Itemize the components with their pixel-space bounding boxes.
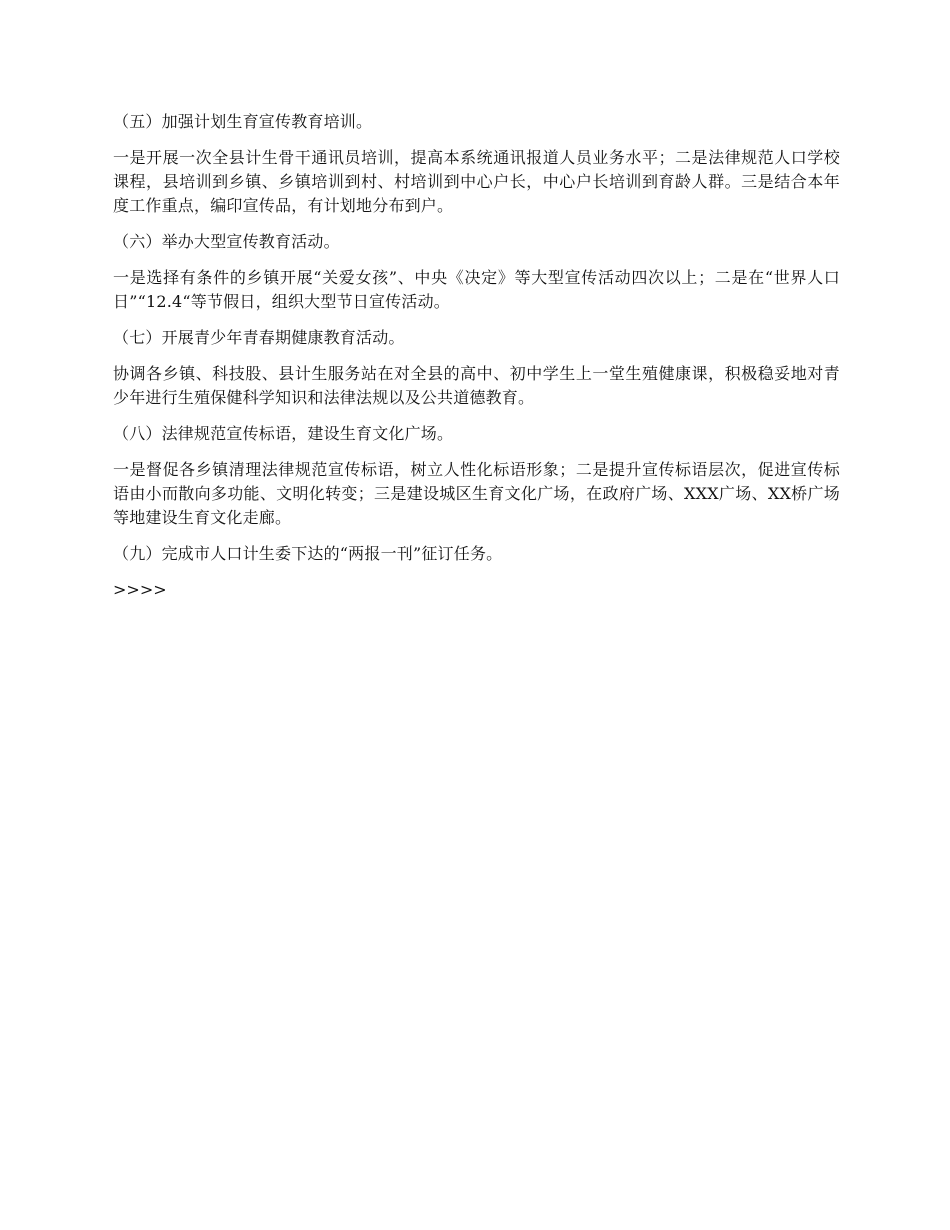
section-heading-6: （六）举办大型宣传教育活动。	[113, 232, 340, 251]
section-body-5: 一是开展一次全县计生骨干通讯员培训，提高本系统通讯报道人员业务水平；二是法律规范人口学校课程，县培训到乡镇、乡镇培训到村、村培训到中心户长，中心户长培训到育龄人群。三是结合本年度工作重点，编印宣传品，有计划地分布到户。	[113, 148, 840, 215]
section-body-8: 一是督促各乡镇清理法律规范宣传标语，树立人性化标语形象；二是提升宣传标语层次，促进宣传标语由小而散向多功能、文明化转变；三是建设城区生育文化广场，在政府广场、XXX广场、XX桥广场等地建设生育文化走廊。	[113, 460, 840, 527]
section-heading-9: （九）完成市人口计生委下达的“两报一刊”征订任务。	[113, 544, 503, 563]
document-page	[113, 110, 840, 602]
section-heading-5: （五）加强计划生育宣传教育培训。	[113, 112, 373, 131]
continuation-marker: >>>>	[113, 580, 167, 599]
section-body-7: 协调各乡镇、科技股、县计生服务站在对全县的高中、初中学生上一堂生殖健康课，积极稳妥地对青少年进行生殖保健科学知识和法律法规以及公共道德教育。	[113, 364, 840, 407]
section-body-6: 一是选择有条件的乡镇开展“关爱女孩”、中央《决定》等大型宣传活动四次以上；二是在“世界人口日”“12.4“等节假日，组织大型节日宣传活动。	[113, 268, 840, 311]
section-heading-7: （七）开展青少年青春期健康教育活动。	[113, 328, 405, 347]
section-heading-8: （八）法律规范宣传标语，建设生育文化广场。	[113, 424, 454, 443]
